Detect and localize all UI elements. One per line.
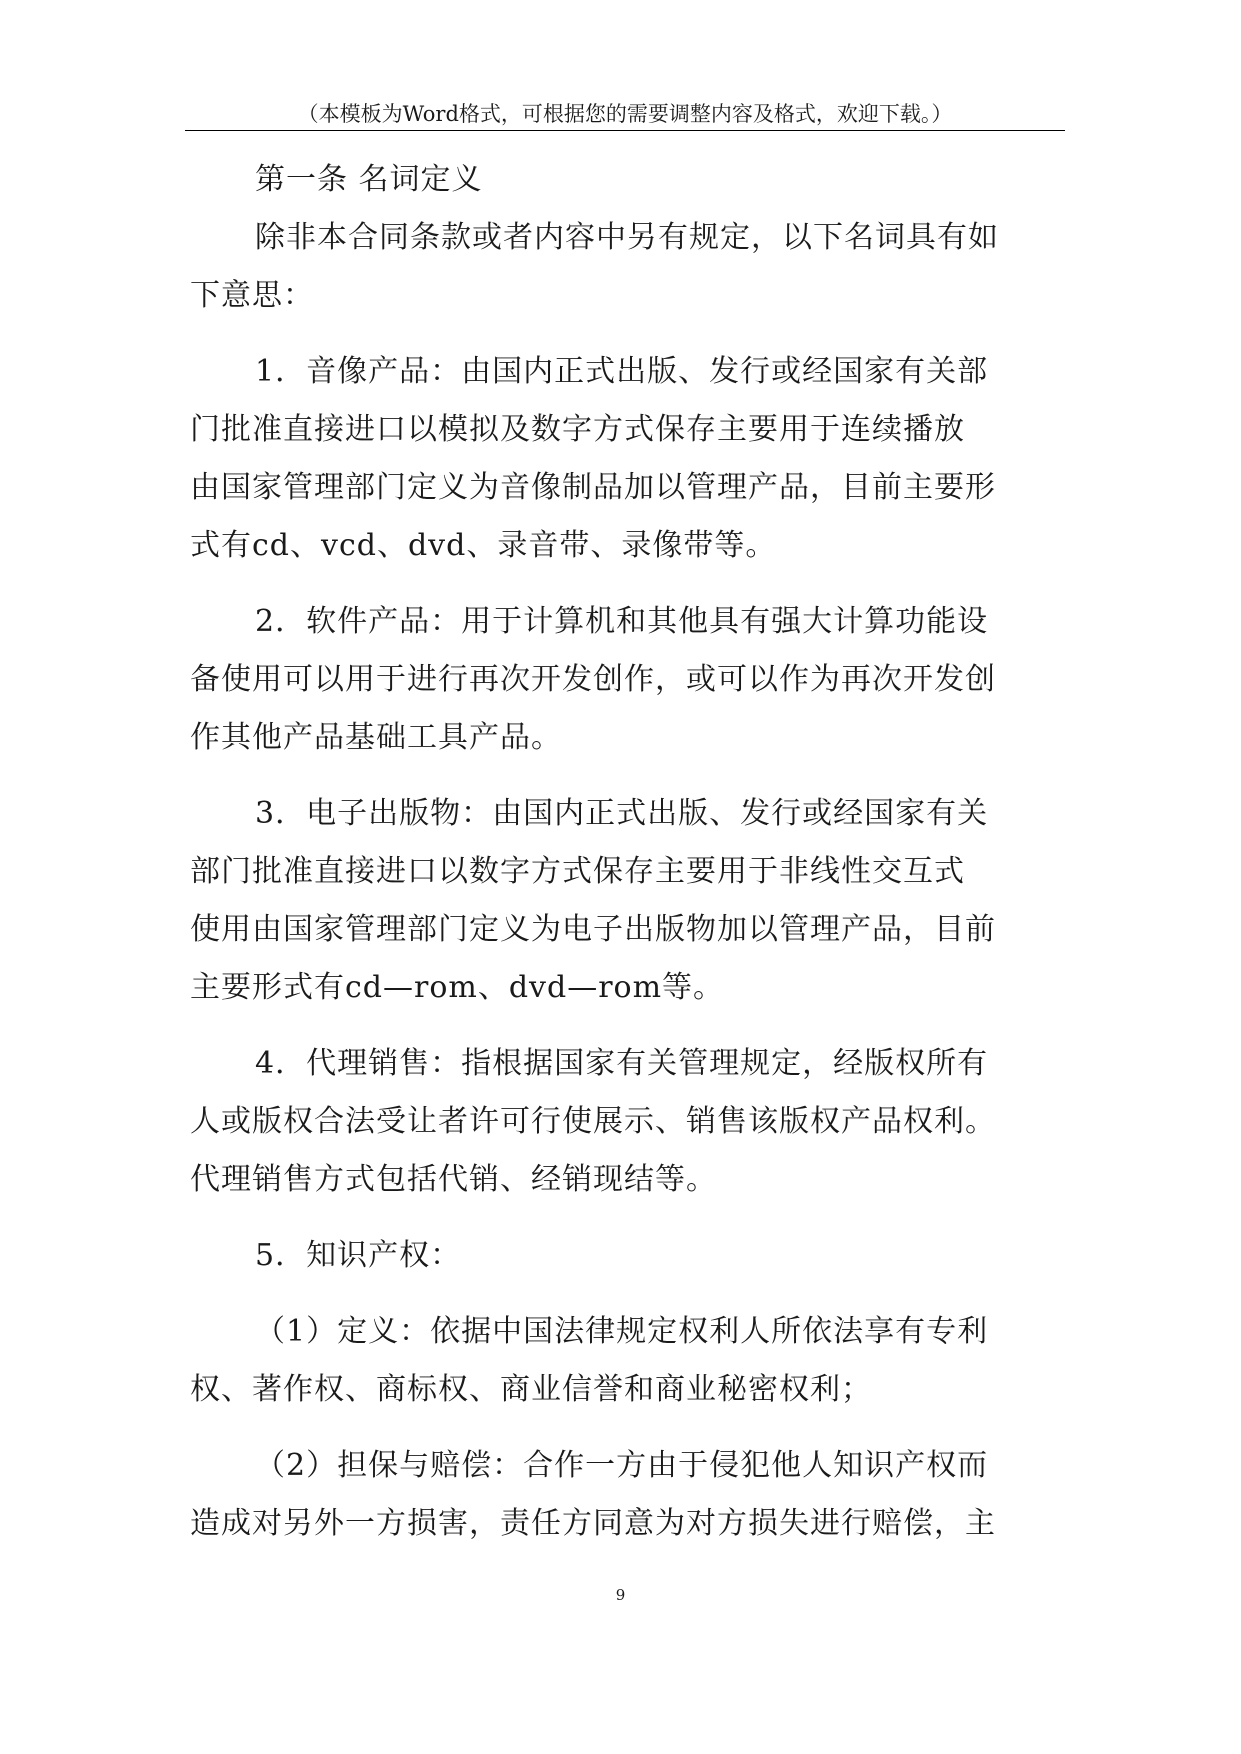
paragraph-line: 部门批准直接进口以数字方式保存主要用于非线性交互式 [190, 854, 965, 889]
page-number: 9 [615, 1586, 626, 1604]
paragraph-line: （1）定义：依据中国法律规定权利人所依法享有专利 [255, 1314, 989, 1349]
paragraph-line: 人或版权合法受让者许可行使展示、销售该版权产品权利。 [190, 1104, 996, 1139]
paragraph-line: 1．音像产品：由国内正式出版、发行或经国家有关部 [255, 354, 989, 389]
paragraph-line: 使用由国家管理部门定义为电子出版物加以管理产品，目前 [190, 912, 996, 947]
document-header-note: （本模板为Word格式，可根据您的需要调整内容及格式，欢迎下载。） [297, 102, 953, 126]
paragraph-line: 权、著作权、商标权、商业信誉和商业秘密权利； [190, 1372, 872, 1407]
paragraph-line: 备使用可以用于进行再次开发创作，或可以作为再次开发创 [190, 662, 996, 697]
paragraph-line: 3．电子出版物：由国内正式出版、发行或经国家有关 [255, 796, 989, 831]
paragraph-line: 作其他产品基础工具产品。 [190, 720, 562, 755]
paragraph-line: 由国家管理部门定义为音像制品加以管理产品，目前主要形 [190, 470, 996, 505]
paragraph-line: 主要形式有cd—rom、dvd—rom等。 [190, 970, 725, 1005]
paragraph-line: 4．代理销售：指根据国家有关管理规定，经版权所有 [255, 1046, 989, 1081]
paragraph-line: 5．知识产权： [255, 1238, 462, 1273]
paragraph-line: 式有cd、vcd、dvd、录音带、录像带等。 [190, 528, 777, 563]
paragraph-line: 造成对另外一方损害，责任方同意为对方损失进行赔偿，主 [190, 1506, 996, 1541]
document-body [190, 160, 1070, 1544]
section-heading: 第一条 名词定义 [255, 162, 483, 197]
header-divider [185, 130, 1065, 131]
paragraph-line: 2．软件产品：用于计算机和其他具有强大计算功能设 [255, 604, 989, 639]
paragraph-line: 门批准直接进口以模拟及数字方式保存主要用于连续播放 [190, 412, 965, 447]
paragraph-line: （2）担保与赔偿：合作一方由于侵犯他人知识产权而 [255, 1448, 989, 1483]
paragraph-line: 代理销售方式包括代销、经销现结等。 [190, 1162, 717, 1197]
paragraph-line: 下意思： [190, 278, 314, 313]
paragraph-line: 除非本合同条款或者内容中另有规定，以下名词具有如 [255, 220, 999, 255]
